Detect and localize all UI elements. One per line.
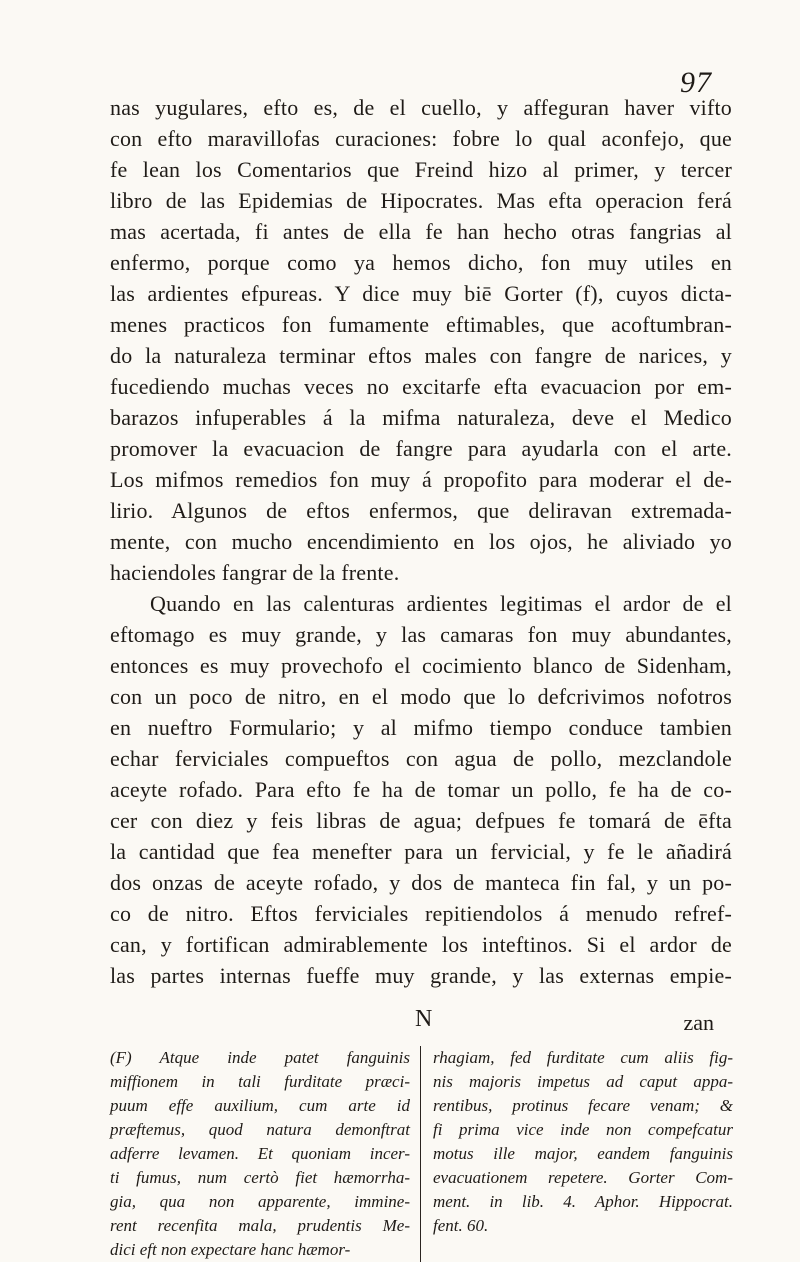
text-line: Los mifmos remedios fon muy á propofito para moderar el de- <box>110 467 732 492</box>
text-line: las partes internas fueffe muy grande, y las externas empie- <box>110 963 732 988</box>
text-line: co de nitro. Eftos ferviciales repitiendolos á menudo refref- <box>110 901 732 926</box>
footnote-line: rentibus, protinus fecare venam; & <box>433 1096 733 1115</box>
footnote-line: adferre levamen. Et quoniam incer- <box>110 1144 410 1163</box>
text-line: echar ferviciales compueftos con agua de pollo, mezclandole <box>110 746 732 771</box>
text-line: Quando en las calenturas ardientes legitimas el ardor de el <box>150 591 732 616</box>
footnote-line: fi prima vice inde non compefcatur <box>433 1120 733 1139</box>
footnote-line: rent recenfita mala, prudentis Me- <box>110 1216 410 1235</box>
text-line: las ardientes efpureas. Y dice muy biē Gorter (f), cuyos dicta- <box>110 281 732 306</box>
text-line: enfermo, porque como ya hemos dicho, fon muy utiles en <box>110 250 732 275</box>
footnote-line: dici eft non expectare hanc hæmor- <box>110 1240 351 1259</box>
text-line: con efto maravillofas curaciones: fobre lo qual aconfejo, que <box>110 126 732 151</box>
signature-mark: N <box>415 1006 433 1032</box>
text-line: mas acertada, fi antes de ella fe han hecho otras fangrias al <box>110 219 732 244</box>
page-number: 97 <box>680 66 712 99</box>
text-line: promover la evacuacion de fangre para ayudarla con el arte. <box>110 436 732 461</box>
text-line: do la naturaleza terminar eftos males con fangre de narices, y <box>110 343 732 368</box>
text-line: eftomago es muy grande, y las camaras fon muy abundantes, <box>110 622 732 647</box>
text-line: entonces es muy provechofo el cocimiento blanco de Sidenham, <box>110 653 732 678</box>
text-line: nas yugulares, efto es, de el cuello, y affeguran haver vifto <box>110 95 732 120</box>
text-line: dos onzas de aceyte rofado, y dos de manteca fin fal, y un po- <box>110 870 732 895</box>
footnote-line: nis majoris impetus ad caput appa- <box>433 1072 733 1091</box>
text-line: lirio. Algunos de eftos enfermos, que deliravan extremada- <box>110 498 732 523</box>
footnote-line: ment. in lib. 4. Aphor. Hippocrat. <box>433 1192 733 1211</box>
footnote-line: rhagiam, fed furditate cum aliis fig- <box>433 1048 733 1067</box>
footnote-line: gia, qua non apparente, immine- <box>110 1192 410 1211</box>
footnote-line: miffionem in tali furditate præci- <box>110 1072 410 1091</box>
footnote-line: fent. 60. <box>433 1216 489 1235</box>
footnote-line: præftemus, quod natura demonftrat <box>110 1120 410 1139</box>
text-line: aceyte rofado. Para efto fe ha de tomar un pollo, fe ha de co- <box>110 777 732 802</box>
text-line: la cantidad que fea menefter para un fervicial, y fe le añadirá <box>110 839 732 864</box>
text-line: libro de las Epidemias de Hipocrates. Mas efta operacion ferá <box>110 188 732 213</box>
footnote-line: evacuationem repetere. Gorter Com- <box>433 1168 733 1187</box>
text-line: mente, con mucho encendimiento en los ojos, he aliviado yo <box>110 529 732 554</box>
text-line: haciendoles fangrar de la frente. <box>110 560 400 585</box>
text-line: fe lean los Comentarios que Freind hizo al primer, y tercer <box>110 157 732 182</box>
text-line: con un poco de nitro, en el modo que lo defcrivimos nofotros <box>110 684 732 709</box>
footnote-left-column <box>110 1046 410 1262</box>
main-text <box>110 92 732 991</box>
text-line: cer con diez y feis libras de agua; defpues fe tomará de ēfta <box>110 808 732 833</box>
text-line: fucediendo muchas veces no excitarfe efta evacuacion por em- <box>110 374 732 399</box>
footnote-right-column <box>420 1046 733 1262</box>
text-line: barazos infuperables á la mifma naturaleza, deve el Medico <box>110 405 732 430</box>
catchword: zan <box>683 1010 714 1035</box>
text-line: can, y fortifican admirablemente los inteftinos. Si el ardor de <box>110 932 732 957</box>
text-line: en nueftro Formulario; y al mifmo tiempo conduce tambien <box>110 715 732 740</box>
text-line: menes practicos fon fumamente eftimables, que acoftumbran- <box>110 312 732 337</box>
footnotes <box>110 1046 734 1262</box>
footnote-line: ti fumus, num certò fiet hæmorrha- <box>110 1168 410 1187</box>
footnote-line: puum effe auxilium, cum arte id <box>110 1096 410 1115</box>
footnote-line: motus ille major, eandem fanguinis <box>433 1144 733 1163</box>
footnote-line: (F) Atque inde patet fanguinis <box>110 1048 410 1067</box>
